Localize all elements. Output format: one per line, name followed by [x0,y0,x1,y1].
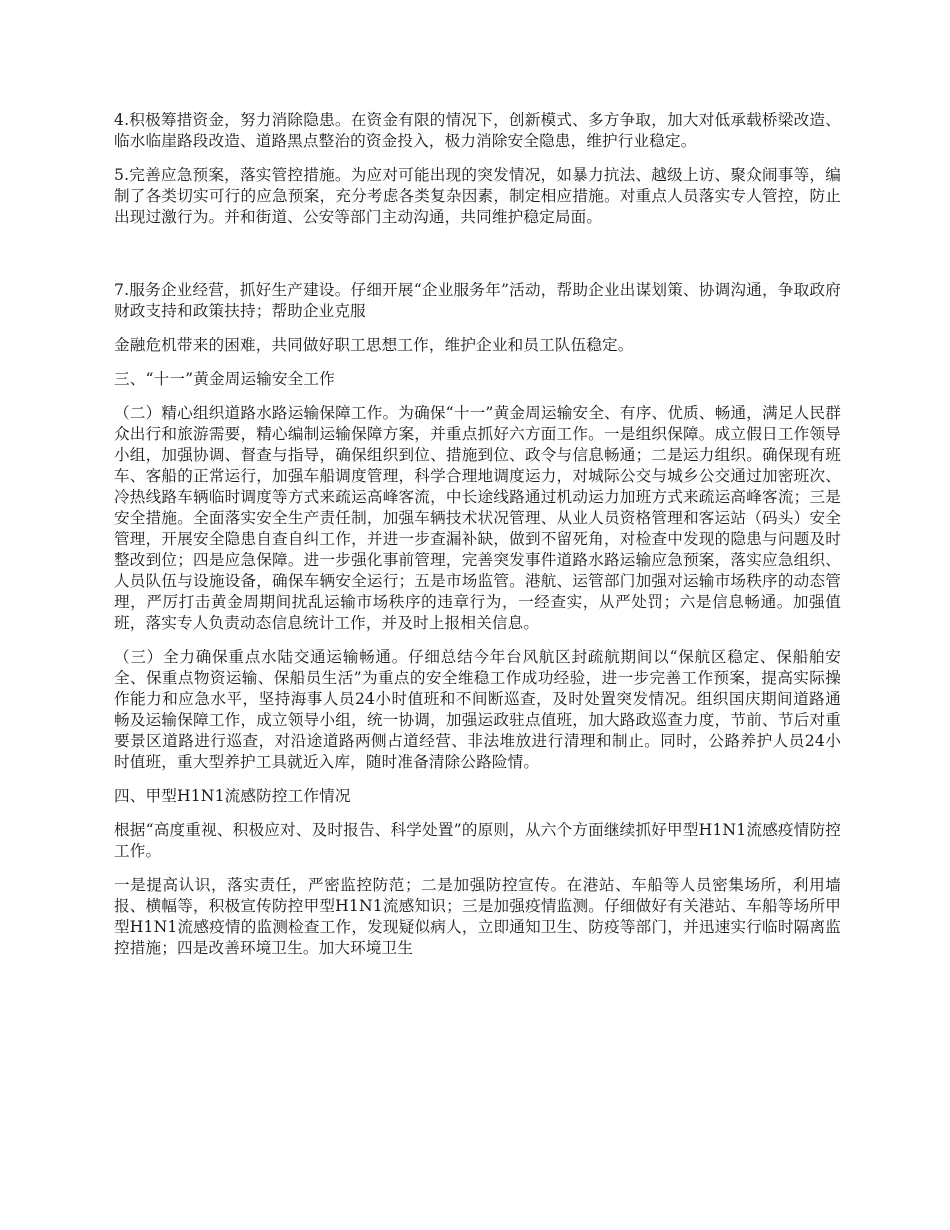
paragraph-financial-crisis: 金融危机带来的困难，共同做好职工思想工作，维护企业和员工队伍稳定。 [114,336,634,354]
paragraph-transport-guarantee: （二）精心组织道路水路运输保障工作。为确保“十一”黄金周运输安全、有序、优质、畅通，满足人民群众出行和旅游需要，精心编制运输保障方案，并重点抓好六方面工作。一是组织保障。成立假日工作领导小组，加强协调、督查与指导，确保组织到位、措施到位、政令与信息畅通；二是运力组织。确保现有班车、客船的正常运行，加强车船调度管理，科学合理地调度运力，对城际公交与城乡公交通过加密班次、冷热线路车辆临时调度等方式来疏运高峰客流，中长途线路通过机动运力加班方式来疏运高峰客流；三是安全措施。全面落实安全生产责任制，加强车辆技术状况管理、从业人员资格管理和客运站（码头）安全管理，开展安全隐患自查自纠工作，并进一步查漏补缺，做到不留死角，对检查中发现的隐患与问题及时整改到位；四是应急保障。进一步强化事前管理，完善突发事件道路水路运输应急预案，落实应急组织、人员队伍与设施设备，确保车辆安全运行；五是市场监管。港航、运管部门加强对运输市场秩序的动态管理，严厉打击黄金周期间扰乱运输市场秩序的违章行为，一经查实，从严处罚；六是信息畅通。加强值班，落实专人负责动态信息统计工作，并及时上报相关信息。 [114,404,841,632]
paragraph-emergency-plan: 5.完善应急预案，落实管控措施。为应对可能出现的突发情况，如暴力抗法、越级上访、聚众闹事等，编制了各类切实可行的应急预案，充分考虑各类复杂因素，制定相应措施。对重点人员落实专人管控，防止出现过激行为。并和街道、公安等部门主动沟通，共同维护稳定局面。 [114,166,841,226]
paragraph-key-traffic: （三）全力确保重点水陆交通运输畅通。仔细总结今年台风航区封疏航期间以“保航区稳定、保船舶安全、保重点物资运输、保船员生活”为重点的安全维稳工作成功经验，进一步完善工作预案，提高实际操作能力和应急水平，坚持海事人员24小时值班和不间断巡查，及时处置突发情况。组织国庆期间道路通畅及运输保障工作，成立领导小组，统一协调，加强运政驻点值班，加大路政巡查力度，节前、节后对重要景区道路进行巡查，对沿途道路两侧占道经营、非法堆放进行清理和制止。同时，公路养护人员24小时值班，重大型养护工具就近入库，随时准备清除公路险情。 [114,648,841,771]
section-heading-golden-week: 三、“十一”黄金周运输安全工作 [114,370,335,388]
blank-gap [114,241,841,280]
paragraph-fund-raising: 4.积极筹措资金，努力消除隐患。在资金有限的情况下，创新模式、多方争取，加大对低承载桥梁改造、临水临崖路段改造、道路黑点整治的资金投入，极力消除安全隐患，维护行业稳定。 [114,111,841,150]
document-body [114,110,841,972]
paragraph-enterprise-service: 7.服务企业经营，抓好生产建设。仔细开展“企业服务年”活动，帮助企业出谋划策、协调沟通，争取政府财政支持和政策扶持；帮助企业克服 [114,281,841,320]
paragraph-h1n1-principle: 根据“高度重视、积极应对、及时报告、科学处置”的原则，从六个方面继续抓好甲型H1N1流感疫情防控工作。 [114,821,841,860]
section-heading-h1n1: 四、甲型H1N1流感防控工作情况 [114,787,351,805]
paragraph-h1n1-measures: 一是提高认识，落实责任，严密监控防范；二是加强防控宣传。在港站、车船等人员密集场所，利用墙报、横幅等，积极宣传防控甲型H1N1流感知识；三是加强疫情监测。仔细做好有关港站、车船等场所甲型H1N1流感疫情的监测检查工作，发现疑似病人，立即通知卫生、防疫等部门，并迅速实行临时隔离监控措施；四是改善环境卫生。加大环境卫生 [114,876,841,957]
